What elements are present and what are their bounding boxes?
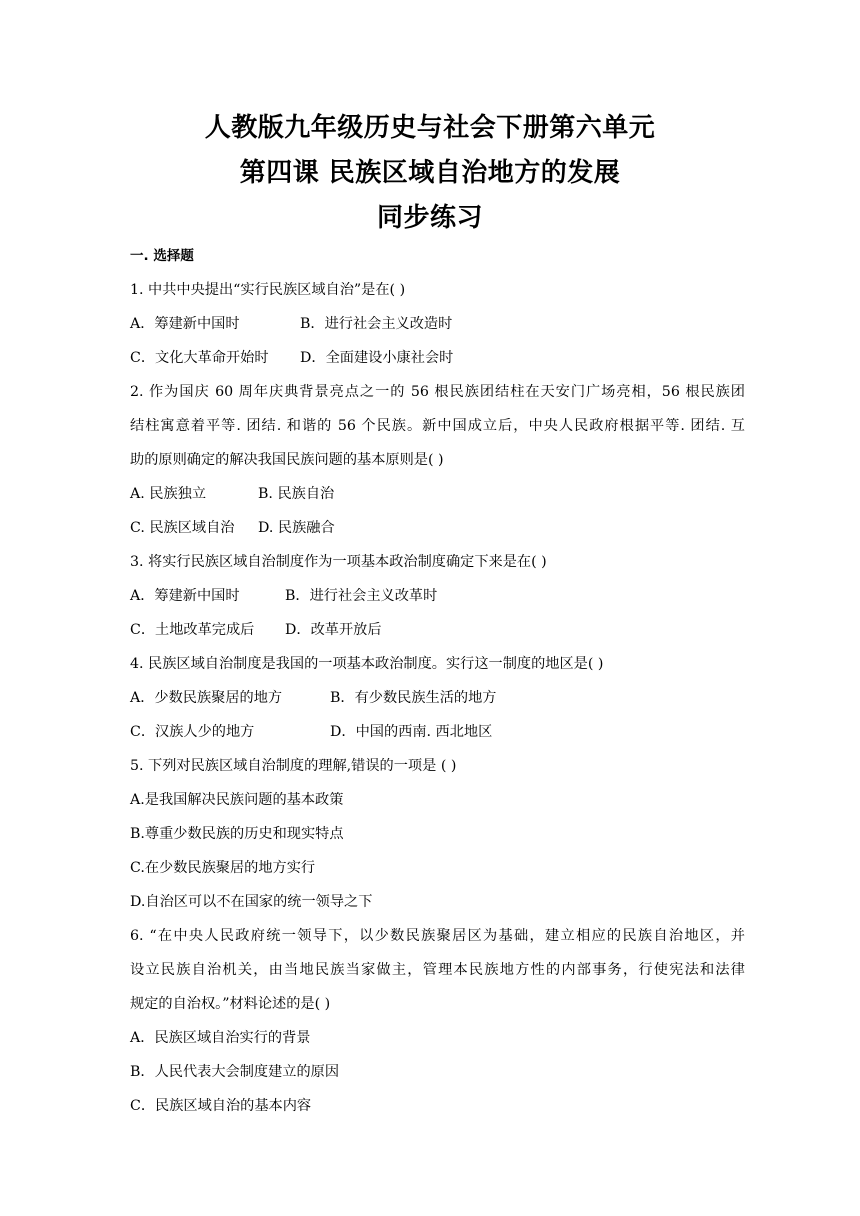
question-1-options-row-2 <box>130 348 745 368</box>
question-2-options-row-2 <box>130 518 745 538</box>
document-title-line-3: 同步练习 <box>376 203 483 233</box>
section-heading: 一. 选择题 <box>130 248 194 264</box>
question-5-stem: 5. 下列对民族区域自治制度的理解,错误的一项是 ( ) <box>130 758 457 774</box>
question-4-options-row-1 <box>130 688 745 708</box>
question-3-options-row-2 <box>130 620 745 640</box>
question-2-options-row-1 <box>130 484 745 504</box>
question-3-option-c: C．土地改革完成后 <box>130 622 255 638</box>
question-1-option-c: C．文化大革命开始时 <box>130 350 269 366</box>
question-5-option-a: A.是我国解决民族问题的基本政策 <box>130 792 344 808</box>
question-6-stem-line-1: 6. “在中央人民政府统一领导下，以少数民族聚居区为基础，建立相应的民族自治地区，并 <box>130 928 745 944</box>
question-2-stem-line-3: 助的原则确定的解决我国民族问题的基本原则是( ) <box>130 452 444 468</box>
document-title-line-2: 第四课 民族区域自治地方的发展 <box>239 158 621 188</box>
question-1-option-a: A．筹建新中国时 <box>130 316 240 332</box>
question-6-option-b: B．人民代表大会制度建立的原因 <box>130 1064 340 1080</box>
question-1-stem: 1. 中共中央提出“实行民族区域自治”是在( ) <box>130 282 406 298</box>
question-6-stem-line-3: 规定的自治权。”材料论述的是( ) <box>130 996 331 1012</box>
question-2-option-d: D. 民族融合 <box>258 520 335 536</box>
question-4-option-a: A．少数民族聚居的地方 <box>130 690 283 706</box>
question-1-options-row-1 <box>130 314 745 334</box>
document-title-line-1: 人教版九年级历史与社会下册第六单元 <box>204 113 656 143</box>
question-4-options-row-2 <box>130 722 745 742</box>
question-3-options-row-1 <box>130 586 745 606</box>
question-5-option-b: B.尊重少数民族的历史和现实特点 <box>130 826 344 842</box>
question-3-option-a: A．筹建新中国时 <box>130 588 240 604</box>
question-4-option-b: B．有少数民族生活的地方 <box>330 690 497 706</box>
question-2-stem-line-2: 结柱寓意着平等. 团结. 和谐的 56 个民族。新中国成立后，中央人民政府根据平等. 团结. 互 <box>130 418 745 434</box>
question-4-option-c: C．汉族人少的地方 <box>130 724 255 740</box>
question-6-stem-line-2: 设立民族自治机关，由当地民族当家做主，管理本民族地方性的内部事务，行使宪法和法律 <box>130 962 745 978</box>
question-4-stem: 4. 民族区域自治制度是我国的一项基本政治制度。实行这一制度的地区是( ) <box>130 656 604 672</box>
question-6-option-a: A．民族区域自治实行的背景 <box>130 1030 311 1046</box>
question-3-option-d: D．改革开放后 <box>285 622 382 638</box>
question-3-option-b: B．进行社会主义改革时 <box>285 588 438 604</box>
question-1-option-b: B．进行社会主义改造时 <box>300 316 453 332</box>
question-5-option-c: C.在少数民族聚居的地方实行 <box>130 860 316 876</box>
question-2-stem-line-1: 2. 作为国庆 60 周年庆典背景亮点之一的 56 根民族团结柱在天安门广场亮相，56 根民族团 <box>130 384 745 400</box>
question-2-option-c: C. 民族区域自治 <box>130 520 235 536</box>
question-4-option-d: D．中国的西南. 西北地区 <box>330 724 493 740</box>
question-2-option-b: B. 民族自治 <box>258 486 335 502</box>
question-2-option-a: A. 民族独立 <box>130 486 207 502</box>
question-6-option-c: C．民族区域自治的基本内容 <box>130 1098 312 1114</box>
question-1-option-d: D．全面建设小康社会时 <box>300 350 454 366</box>
question-5-option-d: D.自治区可以不在国家的统一领导之下 <box>130 894 373 910</box>
question-3-stem: 3. 将实行民族区域自治制度作为一项基本政治制度确定下来是在( ) <box>130 554 547 570</box>
